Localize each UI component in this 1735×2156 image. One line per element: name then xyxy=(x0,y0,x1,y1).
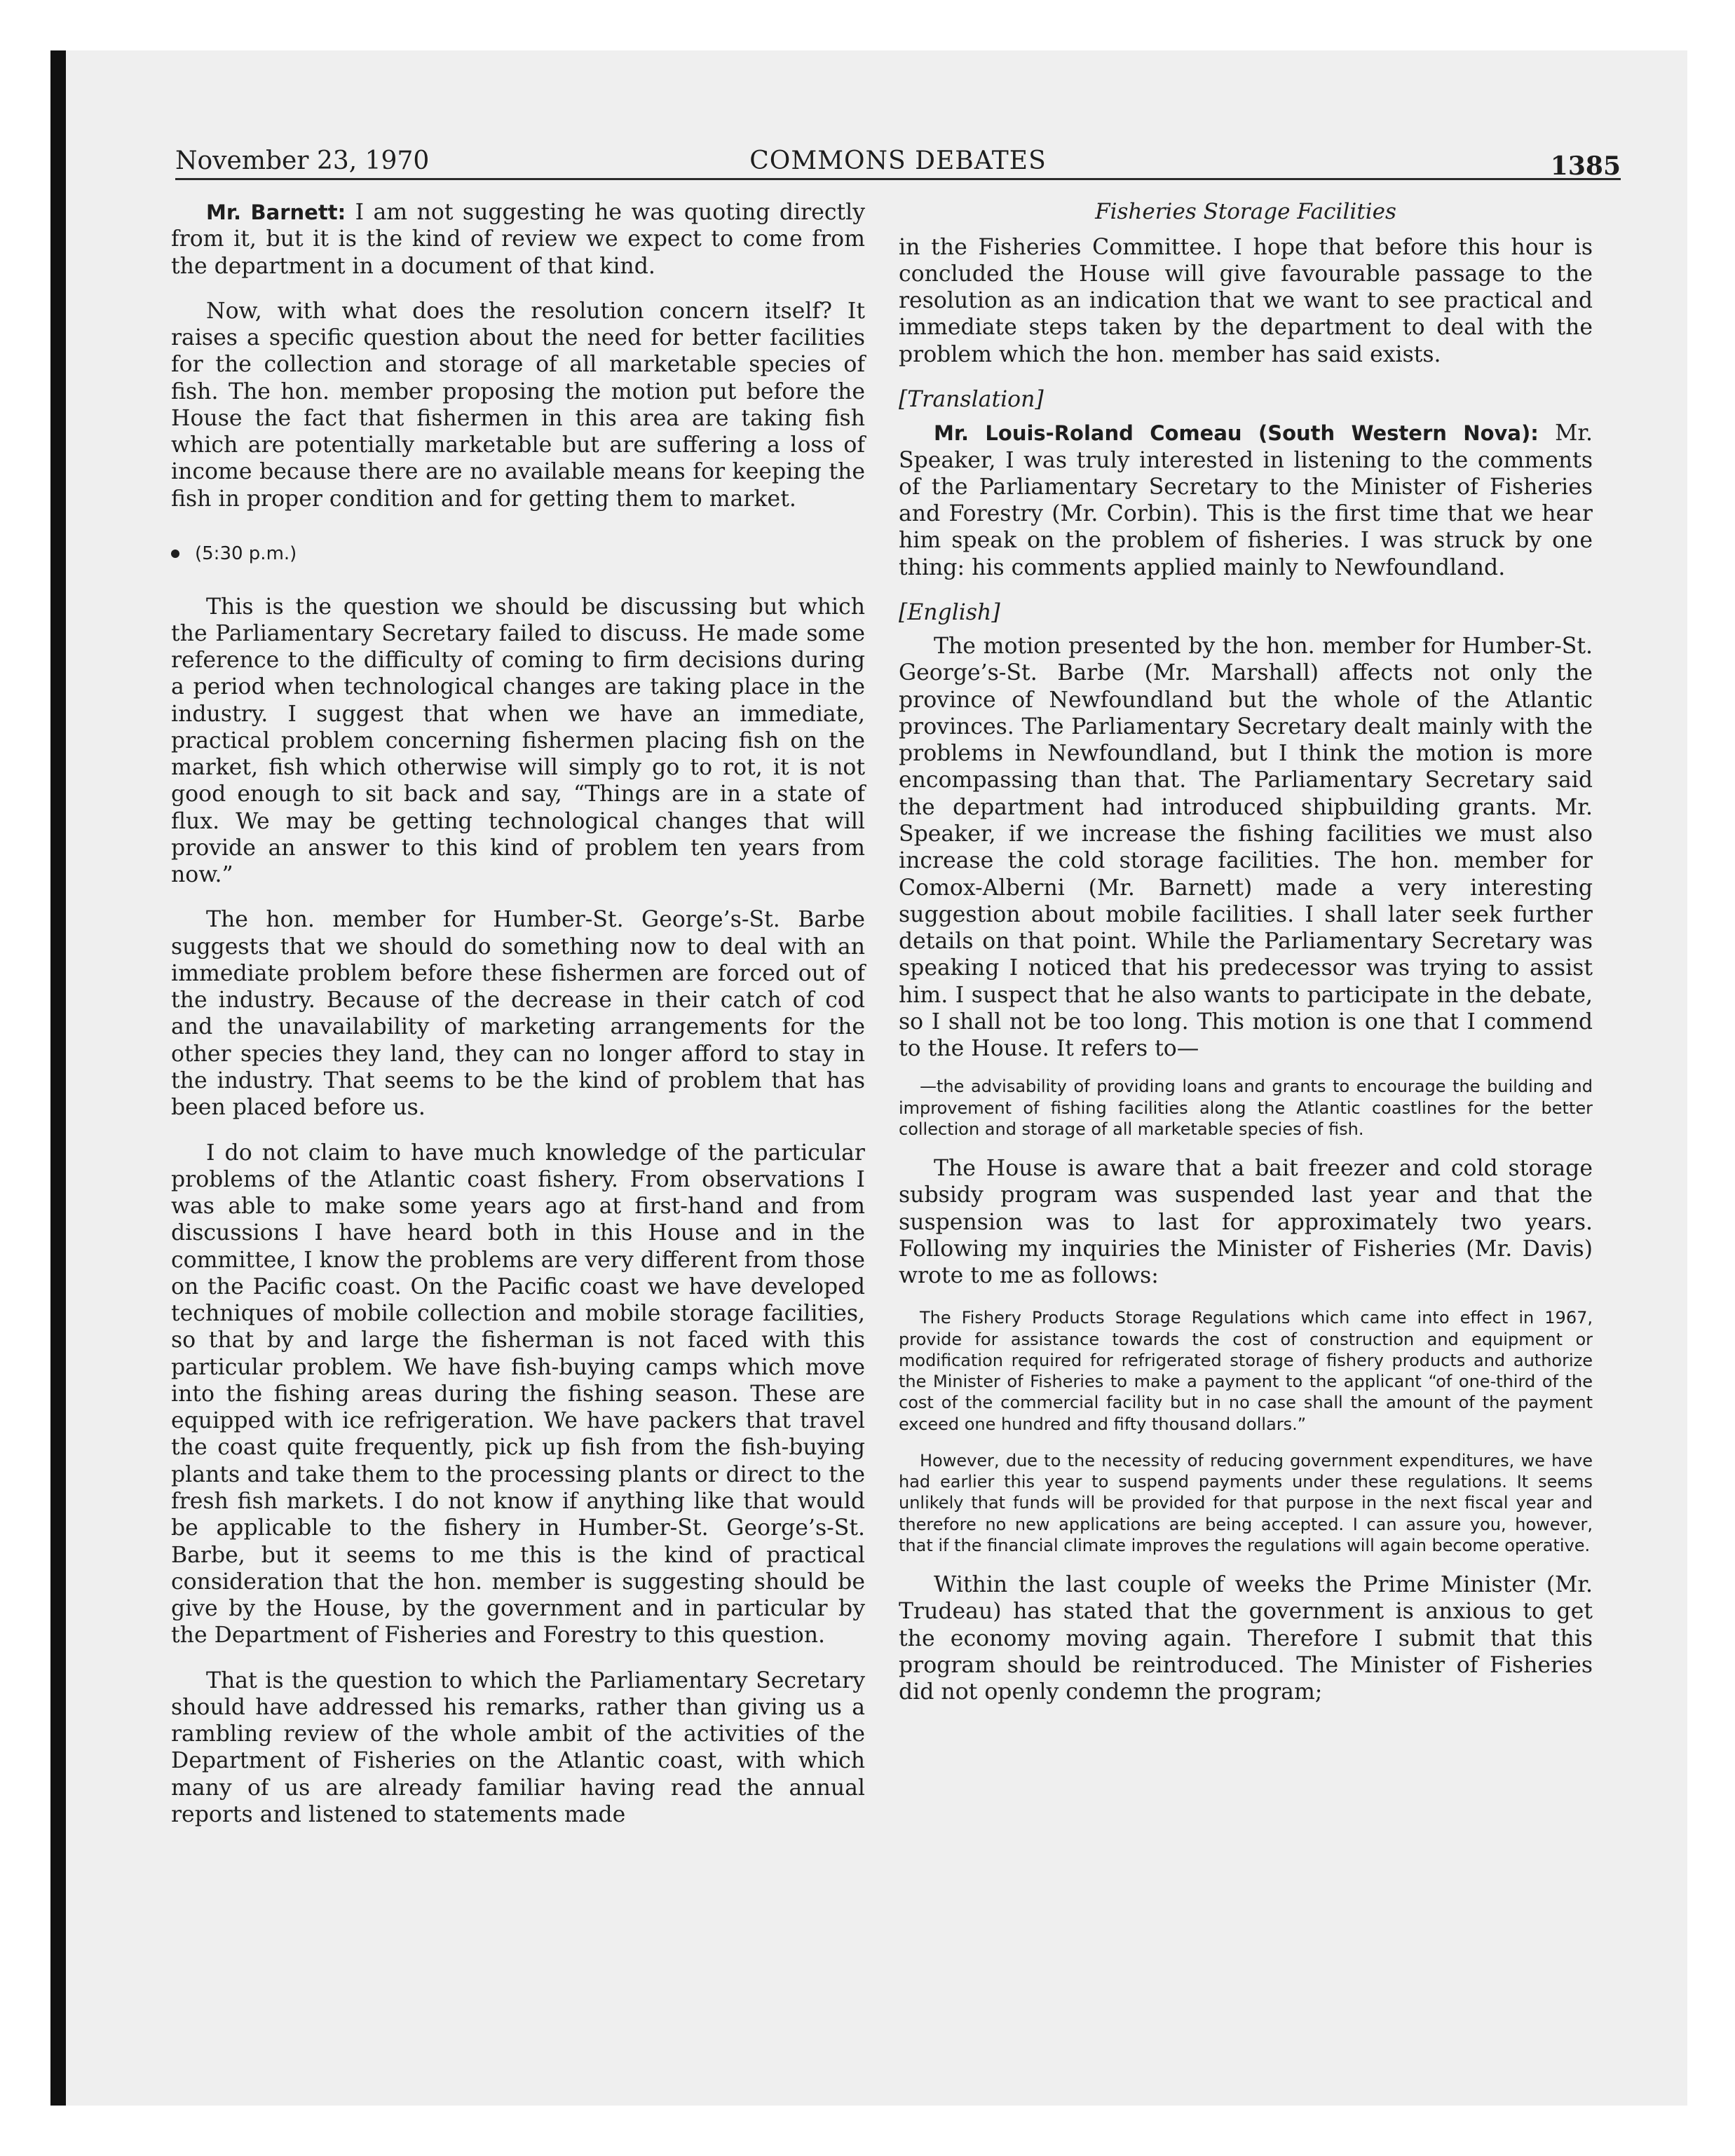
time-text: (5:30 p.m.) xyxy=(195,543,297,564)
speaker-name: Mr. Louis-Roland Comeau (South Western Nova): xyxy=(934,421,1539,446)
paragraph: The House is aware that a bait freezer and cold storage subsidy program was suspended last year and that the suspension was to last for approximately two years. Following my inquiries the Minister of Fisheries (Mr. Davis) wrote to me as follows: xyxy=(899,1156,1593,1289)
language-marker: [Translation] xyxy=(899,386,1044,412)
page-number: 1385 xyxy=(1550,151,1621,181)
header-date: November 23, 1970 xyxy=(175,146,430,175)
paragraph-text: I am not suggesting he was quoting directly from it, but it is the kind of review we expect to come from the department in a document of that kind. xyxy=(171,200,866,279)
block-quote: However, due to the necessity of reducing government expenditures, we have had earlier this year to suspend payments under these regulations. It seems unlikely that funds will be provided for that purpose in the next fiscal year and therefore no new applications are being accepted. I can assure you, however, that if the financial climate improves the regulations will again become operative. xyxy=(899,1450,1593,1555)
page-header xyxy=(175,136,1621,180)
right-column xyxy=(899,199,1593,1724)
speaker-name: Mr. Barnett: xyxy=(206,200,346,224)
paragraph xyxy=(171,199,865,280)
paragraph: Now, with what does the resolution concern itself? It raises a specific question about the need for better facilities for the collection and storage of all marketable species of fish. The hon. member proposing the motion put before the House the fact that fishermen in this area are taking fish which are potentially marketable but are suffering a loss of income because there are no available means for keeping the fish in proper condition and for getting them to market. xyxy=(171,298,865,512)
paragraph: The hon. member for Humber-St. George’s-St. Barbe suggests that we should do something now to deal with an immediate problem before these fishermen are forced out of the industry. Because of the decrease in their catch of cod and the unavailability of marketing arrangements for the other species they land, they can no longer afford to stay in the industry. That seems to be the kind of problem that has been placed before us. xyxy=(171,907,865,1121)
language-marker: [English] xyxy=(899,599,1000,625)
block-quote: The Fishery Products Storage Regulations which came into effect in 1967, provide for assistance towards the cost of construction and equipment or modification required for refrigerated storage of fishery products and authorize the Minister of Fisheries to make a payment to the applicant “of one-third of the cost of the commercial facility but in no case shall the amount of the payment exceed one hundred and fifty thousand dollars.” xyxy=(899,1308,1593,1434)
paragraph: Within the last couple of weeks the Prime Minister (Mr. Trudeau) has stated that the government is anxious to get the economy moving again. Therefore I submit that this program should be reintroduced. The Minister of Fisheries did not openly condemn the program; xyxy=(899,1571,1593,1705)
time-marker xyxy=(171,543,865,566)
left-column xyxy=(171,199,865,1846)
bullet-icon xyxy=(171,550,179,558)
paragraph-text: Mr. Speaker, I was truly interested in listening to the comments of the Parliamentary Secretary to the Minister of Fisheries and Forestry (Mr. Corbin). This is the first time that we hear him speak on the problem of fisheries. I was struck by one thing: his comments applied mainly to Newfoundland. xyxy=(899,421,1593,580)
scanned-page xyxy=(50,50,1687,2106)
block-quote: —the advisability of providing loans and grants to encourage the building and improvement of fishing facilities along the Atlantic coastlines for the better collection and storage of all marketable species of fish. xyxy=(899,1077,1593,1139)
paragraph: I do not claim to have much knowledge of the particular problems of the Atlantic coast fishery. From observations I was able to make some years ago at first-hand and from discussions I have heard both in this House and in the committee, I know the problems are very different from those on the Pacific coast. On the Pacific coast we have developed techniques of mobile collection and mobile storage facilities, so that by and large the fisherman is not faced with this particular problem. We have fish-buying camps which move into the fishing areas during the fishing season. These are equipped with ice refrigeration. We have packers that travel the coast quite frequently, pick up fish from the fish-buying plants and take them to the processing plants or direct to the fresh fish markets. I do not know if anything like that would be applicable to the fishery in Humber-St. George’s-St. Barbe, but it seems to me this is the kind of practical consideration that the hon. member is suggesting should be give by the House, by the government and in particular by the Department of Fisheries and Forestry to this question. xyxy=(171,1140,865,1649)
section-title: Fisheries Storage Facilities xyxy=(1095,199,1396,224)
binding-edge xyxy=(50,50,66,2106)
paragraph: in the Fisheries Committee. I hope that before this hour is concluded the House will give favourable passage to the resolution as an indication that we want to see practical and immediate steps taken by the department to deal with the problem which the hon. member has said exists. xyxy=(899,234,1593,367)
paragraph: That is the question to which the Parliamentary Secretary should have addressed his remarks, rather than giving us a rambling review of the whole ambit of the activities of the Department of Fisheries on the Atlantic coast, with which many of us are already familiar having read the annual reports and listened to statements made xyxy=(171,1667,865,1827)
paragraph: This is the question we should be discussing but which the Parliamentary Secretary failed to discuss. He made some reference to the difficulty of coming to firm decisions during a period when technological changes are taking place in the industry. I suggest that when we have an immediate, practical problem concerning fishermen placing fish on the market, fish which otherwise will simply go to rot, it is not good enough to sit back and say, “Things are in a state of flux. We may be getting technological changes that will provide an answer to this kind of problem ten years from now.” xyxy=(171,594,865,888)
paragraph xyxy=(899,420,1593,581)
paragraph: The motion presented by the hon. member for Humber-St. George’s-St. Barbe (Mr. Marshall) affects not only the province of Newfoundland but the whole of the Atlantic provinces. The Parliamentary Secretary dealt mainly with the problems in Newfoundland, but I think the motion is more encompassing than that. The Parliamentary Secretary said the department had introduced shipbuilding grants. Mr. Speaker, if we increase the fishing facilities we must also increase the cold storage facilities. The hon. member for Comox-Alberni (Mr. Barnett) made a very interesting suggestion about mobile facilities. I shall later seek further details on that point. While the Parliamentary Secretary was speaking I noticed that his predecessor was trying to assist him. I suspect that he also wants to participate in the debate, so I shall not be too long. This motion is one that I commend to the House. It refers to— xyxy=(899,634,1593,1062)
header-title: COMMONS DEBATES xyxy=(749,146,1047,175)
